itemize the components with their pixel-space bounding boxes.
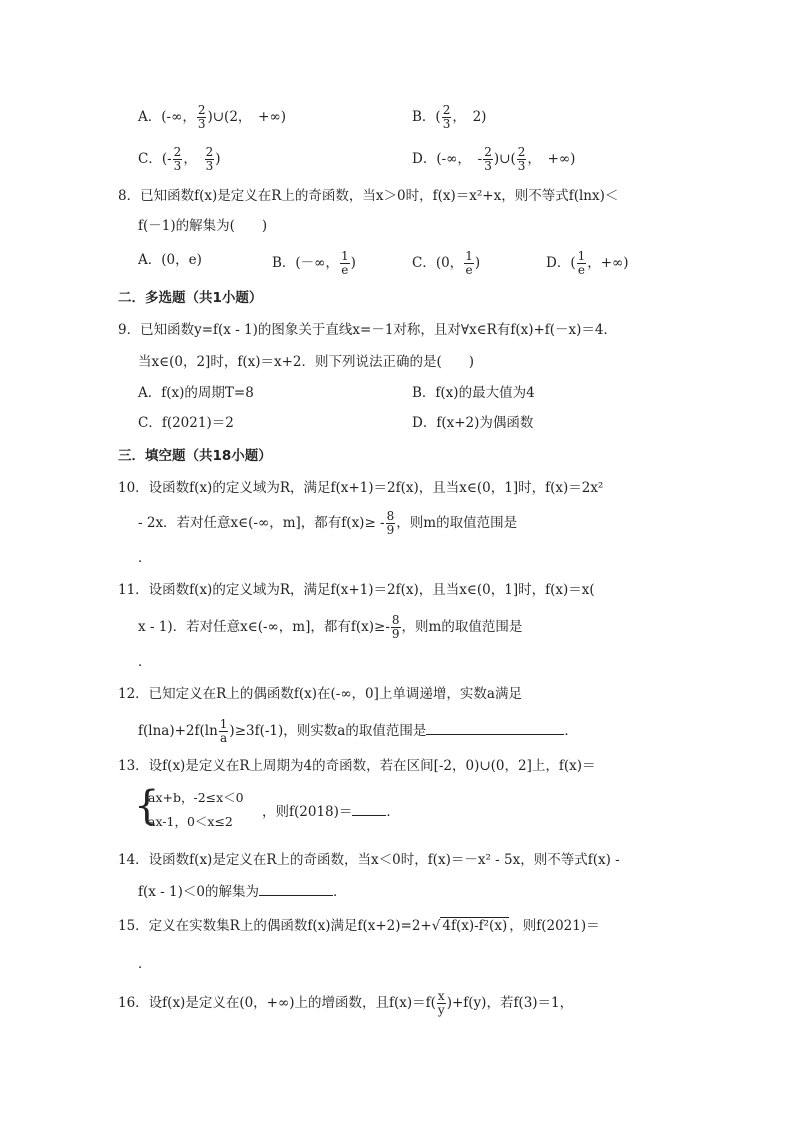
q15-stem-line1: 15．定义在实数集R上的偶函数f(x)满足f(x+2)=2+√ 4f(x)-f²(x) ，则f(2021)＝ — [118, 918, 600, 934]
q13-stem-line1: 13．设f(x)是定义在R上周期为4的奇函数，若在区间[-2，0)∪(0，2]上，f(x)＝ — [118, 758, 596, 774]
q10-stem-line1: 10．设函数f(x)的定义域为R，满足f(x+1)＝2f(x)，且当x∈(0，1]时，f(x)＝2x² — [118, 480, 604, 496]
q9-stem-line2: 当x∈(0，2]时，f(x)＝x+2．则下列说法正确的是( ) — [138, 354, 475, 370]
q8-stem-line1: 8．已知函数f(x)是定义在R上的奇函数，当x＞0时，f(x)＝x²+x，则不等式f(lnx)＜ — [118, 188, 619, 204]
q8-option-b: B．(－∞， $\frac{1}{e}$ ) — [272, 249, 356, 277]
q8-stem-line2: f(－1)的解集为( ) — [138, 218, 268, 234]
q8-option-a: A．(0，e) — [138, 252, 202, 268]
q9-option-c: C．f(2021)＝2 — [138, 415, 234, 431]
section-heading-fill-in: 三．填空题（共18小题） — [118, 448, 272, 464]
q9-option-a: A．f(x)的周期T=8 — [138, 385, 254, 401]
q15-stem-line2: ． — [138, 956, 152, 972]
q14-answer-blank — [259, 883, 333, 896]
q16-stem-line1: 16．设f(x)是定义在(0，+∞)上的增函数，且f(x)＝f( $\frac{x}{y}$ )+f(y)，若f(3)＝1， — [118, 989, 574, 1017]
q9-option-d: D．f(x+2)为偶函数 — [412, 415, 534, 431]
q9-stem-line1: 9．已知函数y=f(x - 1)的图象关于直线x=－1对称，且对∀x∈R有f(x)+f(－x)＝4． — [118, 322, 618, 338]
q8-option-c: C．(0， $\frac{1}{e}$ ) — [412, 249, 481, 277]
q9-option-b: B．f(x)的最大值为4 — [412, 385, 535, 401]
q13-case-2: ax-1，0＜x≤2 — [148, 814, 233, 829]
q13-answer-blank — [352, 803, 386, 816]
q13-case-1: ax+b，-2≤x＜0 — [148, 790, 244, 805]
q13-piecewise-brace: { — [134, 783, 160, 829]
q10-stem-line3: ． — [138, 550, 152, 566]
q11-stem-line3: ． — [138, 654, 152, 670]
q12-answer-blank — [426, 722, 564, 735]
q7-option-d: D．(-∞， - $\frac{2}{3}$ )∪( $\frac{2}{3}$ ， +∞) — [412, 145, 576, 173]
section-heading-multiple-choice: 二．多选题（共1小题） — [118, 290, 263, 306]
q7-option-a: A．(-∞， $\frac{2}{3}$ )∪(2， +∞) — [138, 103, 286, 131]
q7-option-b: B．( $\frac{2}{3}$ ， 2) — [412, 103, 487, 131]
q10-stem-line2: - 2x．若对任意x∈(-∞，m]，都有f(x)≥ - $\frac{8}{9}$ ，则m的取值范围是 — [138, 509, 518, 537]
q11-stem-line2: x - 1)．若对任意x∈(-∞，m]，都有f(x)≥- $\frac{8}{9}$ ，则m的取值范围是 — [138, 613, 523, 641]
q14-stem-line1: 14．设函数f(x)是定义在R上的奇函数，当x＜0时，f(x)＝－x² - 5x，则不等式f(x) - — [118, 852, 620, 868]
q8-option-d: D．( $\frac{1}{e}$ ，+∞) — [546, 249, 629, 277]
q12-stem-line1: 12．已知定义在R上的偶函数f(x)在(-∞，0]上单调递增，实数a满足 — [118, 686, 522, 702]
q7-option-c: C．(- $\frac{2}{3}$ ， $\frac{2}{3}$ ) — [138, 145, 221, 173]
q13-stem-tail: ，则f(2018)＝ ． — [262, 804, 400, 820]
q11-stem-line1: 11．设函数f(x)的定义域为R，满足f(x+1)＝2f(x)，且当x∈(0，1]时，f(x)＝x( — [118, 582, 595, 598]
q12-stem-line2: f(lna)+2f(ln $\frac{1}{a}$ )≥3f(-1)，则实数a的取值范围是 ． — [138, 717, 578, 745]
q14-stem-line2: f(x - 1)＜0的解集为 ． — [138, 884, 347, 900]
